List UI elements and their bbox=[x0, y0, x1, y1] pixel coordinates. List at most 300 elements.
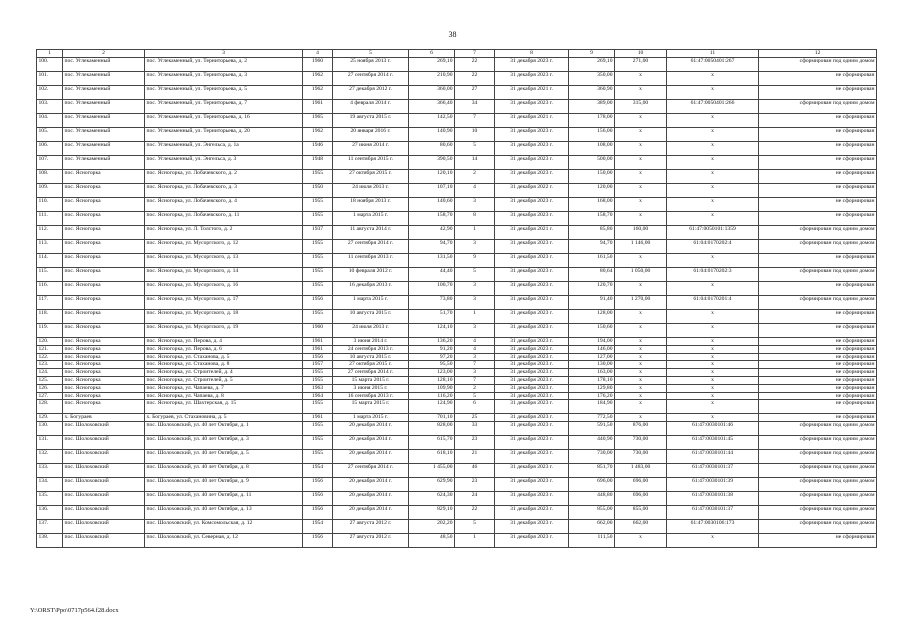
recognition-date-cell: 19 августа 2015 г. bbox=[333, 114, 409, 128]
resettlement-deadline-cell: 31 декабря 2021 г. bbox=[495, 114, 569, 128]
address-cell: пос. Углекаменный, ул. Терниторьева, д. 2 bbox=[145, 58, 303, 72]
resettlement-area-cell: 94,70 bbox=[569, 240, 615, 254]
cadastral-number-cell: x bbox=[667, 86, 759, 100]
recognition-date-cell: 11 сентября 2015 г. bbox=[333, 156, 409, 170]
resettlement-deadline-cell: 31 декабря 2023 г. bbox=[495, 450, 569, 464]
table-row bbox=[37, 128, 877, 142]
settlement-cell: пос. Шолоховский bbox=[63, 436, 145, 450]
residents-cell: 9 bbox=[455, 254, 495, 268]
recognition-date-cell: 11 сентября 2013 г. bbox=[333, 254, 409, 268]
resettlement-area-cell: 696,00 bbox=[569, 478, 615, 492]
land-area-cell: x bbox=[615, 534, 667, 548]
settlement-cell: пос. Ясногорка bbox=[63, 282, 145, 296]
year-built-cell: 1961 bbox=[303, 338, 333, 346]
resettlement-area-cell: 389,00 bbox=[569, 100, 615, 114]
resettlement-deadline-cell: 31 декабря 2023 г. bbox=[495, 353, 569, 361]
recognition-date-cell: 4 февраля 2014 г. bbox=[333, 100, 409, 114]
table-row bbox=[37, 226, 877, 240]
recognition-date-cell: 27 сентября 2014 г. bbox=[333, 72, 409, 86]
recognition-date-cell: 20 декабря 2014 г. bbox=[333, 436, 409, 450]
settlement-cell: пос. Шолоховский bbox=[63, 422, 145, 436]
header-cell: 1 bbox=[37, 50, 63, 58]
land-area-cell: x bbox=[615, 361, 667, 369]
area-cell: 73,80 bbox=[409, 296, 455, 310]
land-area-cell: x bbox=[615, 212, 667, 226]
table-row bbox=[37, 436, 877, 450]
address-cell: пос. Ясногорка, ул. Мусоргского, д. 12 bbox=[145, 240, 303, 254]
recognition-date-cell: 20 декабря 2014 г. bbox=[333, 492, 409, 506]
area-cell: 829,10 bbox=[409, 506, 455, 520]
table-row bbox=[37, 506, 877, 520]
land-area-cell: 160,00 bbox=[615, 226, 667, 240]
land-status-cell: не сформирован bbox=[759, 345, 877, 353]
resettlement-area-cell: 85,80 bbox=[569, 226, 615, 240]
header-cell: 7 bbox=[455, 50, 495, 58]
year-built-cell: 1961 bbox=[303, 414, 333, 422]
resettlement-deadline-cell: 31 декабря 2023 г. bbox=[495, 128, 569, 142]
settlement-cell: х. Богураев bbox=[63, 414, 145, 422]
cadastral-number-cell: x bbox=[667, 384, 759, 392]
recognition-date-cell: 16 сентября 2013 г. bbox=[333, 392, 409, 400]
row-number-cell: 102. bbox=[37, 86, 63, 100]
cadastral-number-cell: x bbox=[667, 128, 759, 142]
resettlement-deadline-cell: 31 декабря 2023 г. bbox=[495, 345, 569, 353]
resettlement-deadline-cell: 31 декабря 2023 г. bbox=[495, 310, 569, 324]
row-number-cell: 138. bbox=[37, 534, 63, 548]
cadastral-number-cell: x bbox=[667, 376, 759, 384]
resettlement-deadline-cell: 31 декабря 2023 г. bbox=[495, 384, 569, 392]
settlement-cell: пос. Шолоховский bbox=[63, 450, 145, 464]
address-cell: пос. Ясногорка, ул. Мусоргского, д. 19 bbox=[145, 324, 303, 338]
resettlement-area-cell: 500,00 bbox=[569, 156, 615, 170]
resettlement-area-cell: 168,00 bbox=[569, 198, 615, 212]
land-status-cell: не сформирован bbox=[759, 86, 877, 100]
residents-cell: 3 bbox=[455, 324, 495, 338]
resettlement-area-cell: 158,70 bbox=[569, 212, 615, 226]
settlement-cell: пос. Ясногорка bbox=[63, 400, 145, 414]
cadastral-number-cell: x bbox=[667, 254, 759, 268]
resettlement-deadline-cell: 31 декабря 2023 г. bbox=[495, 296, 569, 310]
recognition-date-cell: 20 декабря 2014 г. bbox=[333, 450, 409, 464]
resettlement-area-cell: 120,00 bbox=[569, 184, 615, 198]
area-cell: 124,10 bbox=[409, 324, 455, 338]
land-area-cell: x bbox=[615, 414, 667, 422]
cadastral-number-cell: x bbox=[667, 369, 759, 377]
year-built-cell: 1955 bbox=[303, 240, 333, 254]
header-cell: 10 bbox=[615, 50, 667, 58]
land-area-cell: x bbox=[615, 369, 667, 377]
land-status-cell: сформирован под одним домом bbox=[759, 268, 877, 282]
address-cell: пос. Ясногорка, ул. Строителей, д. 4 bbox=[145, 369, 303, 377]
cadastral-number-cell: x bbox=[667, 282, 759, 296]
resettlement-deadline-cell: 31 декабря 2023 г. bbox=[495, 392, 569, 400]
land-status-cell: не сформирован bbox=[759, 392, 877, 400]
row-number-cell: 119. bbox=[37, 324, 63, 338]
row-number-cell: 103. bbox=[37, 100, 63, 114]
land-area-cell: x bbox=[615, 142, 667, 156]
recognition-date-cell: 27 октября 2015 г. bbox=[333, 170, 409, 184]
cadastral-number-cell: 61:47:0030101:37 bbox=[667, 506, 759, 520]
address-cell: пос. Шолоховский, ул. 40 лет Октября, д. 8 bbox=[145, 464, 303, 478]
land-area-cell: x bbox=[615, 310, 667, 324]
table-row bbox=[37, 268, 877, 282]
address-cell: пос. Углекаменный, ул. Терниторьева, д. 16 bbox=[145, 114, 303, 128]
row-number-cell: 131. bbox=[37, 436, 63, 450]
resettlement-deadline-cell: 31 декабря 2023 г. bbox=[495, 142, 569, 156]
table-row bbox=[37, 353, 877, 361]
year-built-cell: 1955 bbox=[303, 422, 333, 436]
year-built-cell: 1961 bbox=[303, 100, 333, 114]
resettlement-area-cell: 176,20 bbox=[569, 392, 615, 400]
resettlement-deadline-cell: 31 декабря 2023 г. bbox=[495, 72, 569, 86]
row-number-cell: 110. bbox=[37, 198, 63, 212]
table-row bbox=[37, 520, 877, 534]
address-cell: пос. Углекаменный, ул. Терниторьева, д. 3 bbox=[145, 72, 303, 86]
residents-cell: 22 bbox=[455, 58, 495, 72]
land-area-cell: x bbox=[615, 392, 667, 400]
resettlement-area-cell: 350,00 bbox=[569, 72, 615, 86]
area-cell: 131,50 bbox=[409, 254, 455, 268]
address-cell: пос. Шолоховский, ул. Северная, д. 12 bbox=[145, 534, 303, 548]
table-row bbox=[37, 414, 877, 422]
resettlement-deadline-cell: 31 декабря 2023 г. bbox=[495, 422, 569, 436]
table-row bbox=[37, 310, 877, 324]
housing-register-table bbox=[36, 49, 877, 548]
residents-cell: 24 bbox=[455, 492, 495, 506]
year-built-cell: 1962 bbox=[303, 128, 333, 142]
land-area-cell: x bbox=[615, 254, 667, 268]
land-area-cell: x bbox=[615, 156, 667, 170]
row-number-cell: 133. bbox=[37, 464, 63, 478]
year-built-cell: 1950 bbox=[303, 184, 333, 198]
table-row bbox=[37, 478, 877, 492]
resettlement-deadline-cell: 31 декабря 2023 г. bbox=[495, 170, 569, 184]
land-area-cell: x bbox=[615, 400, 667, 414]
residents-cell: 5 bbox=[455, 142, 495, 156]
year-built-cell: 1955 bbox=[303, 436, 333, 450]
land-area-cell: x bbox=[615, 338, 667, 346]
address-cell: пос. Ясногорка, ул. Перова, д. 6 bbox=[145, 345, 303, 353]
row-number-cell: 130. bbox=[37, 422, 63, 436]
address-cell: пос. Ясногорка, ул. Лобачевского, д. 3 bbox=[145, 184, 303, 198]
year-built-cell: 1956 bbox=[303, 506, 333, 520]
area-cell: 629,90 bbox=[409, 478, 455, 492]
land-area-cell: x bbox=[615, 282, 667, 296]
recognition-date-cell: 24 сентября 2013 г. bbox=[333, 345, 409, 353]
address-cell: пос. Шолоховский, ул. 40 лет Октября, д. 11 bbox=[145, 492, 303, 506]
row-number-cell: 128. bbox=[37, 400, 63, 414]
area-cell: 269,10 bbox=[409, 58, 455, 72]
resettlement-area-cell: 128,00 bbox=[569, 310, 615, 324]
table-row bbox=[37, 338, 877, 346]
resettlement-deadline-cell: 31 декабря 2023 г. bbox=[495, 268, 569, 282]
land-status-cell: не сформирован bbox=[759, 170, 877, 184]
residents-cell: 5 bbox=[455, 268, 495, 282]
table-row bbox=[37, 450, 877, 464]
land-area-cell: x bbox=[615, 353, 667, 361]
cadastral-number-cell: x bbox=[667, 156, 759, 170]
table-row bbox=[37, 400, 877, 414]
year-built-cell: 1954 bbox=[303, 520, 333, 534]
residents-cell: 5 bbox=[455, 520, 495, 534]
address-cell: пос. Углекаменный, ул. Терниторьева, д. 5 bbox=[145, 86, 303, 100]
cadastral-number-cell: x bbox=[667, 414, 759, 422]
cadastral-number-cell: x bbox=[667, 324, 759, 338]
settlement-cell: пос. Ясногорка bbox=[63, 338, 145, 346]
area-cell: 94,70 bbox=[409, 240, 455, 254]
row-number-cell: 105. bbox=[37, 128, 63, 142]
area-cell: 624,30 bbox=[409, 492, 455, 506]
recognition-date-cell: 27 сентября 2014 г. bbox=[333, 240, 409, 254]
area-cell: 202,20 bbox=[409, 520, 455, 534]
settlement-cell: пос. Шолоховский bbox=[63, 506, 145, 520]
land-area-cell: 1 270,00 bbox=[615, 296, 667, 310]
resettlement-deadline-cell: 31 декабря 2023 г. bbox=[495, 240, 569, 254]
cadastral-number-cell: x bbox=[667, 198, 759, 212]
address-cell: пос. Углекаменный, ул. Терниторьева, д. 7 bbox=[145, 100, 303, 114]
land-area-cell: 730,00 bbox=[615, 450, 667, 464]
area-cell: 116,20 bbox=[409, 392, 455, 400]
area-cell: 48,50 bbox=[409, 534, 455, 548]
land-status-cell: не сформирован bbox=[759, 414, 877, 422]
land-area-cell: 1 146,00 bbox=[615, 240, 667, 254]
header-cell: 9 bbox=[569, 50, 615, 58]
address-cell: пос. Шолоховский, ул. 40 лет Октября, д. 3 bbox=[145, 436, 303, 450]
area-cell: 95,50 bbox=[409, 361, 455, 369]
land-status-cell: не сформирован bbox=[759, 534, 877, 548]
address-cell: пос. Углекаменный, ул. Энгельса, д. 1а bbox=[145, 142, 303, 156]
address-cell: пос. Ясногорка, ул. Стаханова, д. 5 bbox=[145, 353, 303, 361]
address-cell: пос. Шолоховский, ул. 40 лет Октября, д. 9 bbox=[145, 478, 303, 492]
recognition-date-cell: 1 марта 2015 г. bbox=[333, 212, 409, 226]
cadastral-number-cell: 61:47:0030101:37 bbox=[667, 464, 759, 478]
resettlement-area-cell: 440,90 bbox=[569, 436, 615, 450]
table-row bbox=[37, 345, 877, 353]
land-status-cell: не сформирован bbox=[759, 353, 877, 361]
area-cell: 210,90 bbox=[409, 72, 455, 86]
recognition-date-cell: 24 июля 2013 г. bbox=[333, 324, 409, 338]
year-built-cell: 1955 bbox=[303, 212, 333, 226]
resettlement-area-cell: 730,00 bbox=[569, 450, 615, 464]
recognition-date-cell: 27 декабря 2012 г. bbox=[333, 86, 409, 100]
year-built-cell: 1954 bbox=[303, 464, 333, 478]
address-cell: пос. Шолоховский, ул. 40 лет Октября, д. 5 bbox=[145, 450, 303, 464]
land-area-cell: x bbox=[615, 324, 667, 338]
area-cell: 615,70 bbox=[409, 436, 455, 450]
cadastral-number-cell: 61:47:0050401:266 bbox=[667, 100, 759, 114]
recognition-date-cell: 20 января 2016 г. bbox=[333, 128, 409, 142]
area-cell: 1 455,00 bbox=[409, 464, 455, 478]
row-number-cell: 135. bbox=[37, 492, 63, 506]
row-number-cell: 107. bbox=[37, 156, 63, 170]
settlement-cell: пос. Ясногорка bbox=[63, 254, 145, 268]
settlement-cell: пос. Углекаменный bbox=[63, 100, 145, 114]
row-number-cell: 126. bbox=[37, 384, 63, 392]
settlement-cell: пос. Ясногорка bbox=[63, 324, 145, 338]
resettlement-deadline-cell: 31 декабря 2023 г. bbox=[495, 156, 569, 170]
settlement-cell: пос. Ясногорка bbox=[63, 296, 145, 310]
land-area-cell: 696,00 bbox=[615, 478, 667, 492]
row-number-cell: 101. bbox=[37, 72, 63, 86]
address-cell: пос. Ясногорка, ул. Л. Толстого, д. 2 bbox=[145, 226, 303, 240]
residents-cell: 22 bbox=[455, 72, 495, 86]
year-built-cell: 1955 bbox=[303, 310, 333, 324]
table-row bbox=[37, 422, 877, 436]
year-built-cell: 1957 bbox=[303, 361, 333, 369]
residents-cell: 1 bbox=[455, 310, 495, 324]
area-cell: 366,40 bbox=[409, 100, 455, 114]
table-row bbox=[37, 392, 877, 400]
land-area-cell: 696,00 bbox=[615, 492, 667, 506]
cadastral-number-cell: x bbox=[667, 534, 759, 548]
land-status-cell: не сформирован bbox=[759, 338, 877, 346]
residents-cell: 4 bbox=[455, 338, 495, 346]
settlement-cell: пос. Ясногорка bbox=[63, 198, 145, 212]
area-cell: 51,70 bbox=[409, 310, 455, 324]
residents-cell: 1 bbox=[455, 226, 495, 240]
year-built-cell: 1956 bbox=[303, 478, 333, 492]
resettlement-deadline-cell: 31 декабря 2023 г. bbox=[495, 369, 569, 377]
address-cell: пос. Ясногорка, ул. Мусоргского, д. 13 bbox=[145, 254, 303, 268]
land-status-cell: не сформирован bbox=[759, 282, 877, 296]
resettlement-deadline-cell: 31 декабря 2023 г. bbox=[495, 254, 569, 268]
resettlement-deadline-cell: 31 декабря 2023 г. bbox=[495, 361, 569, 369]
cadastral-number-cell: x bbox=[667, 400, 759, 414]
residents-cell: 3 bbox=[455, 282, 495, 296]
address-cell: пос. Ясногорка, ул. Мусоргского, д. 17 bbox=[145, 296, 303, 310]
address-cell: пос. Ясногорка, ул. Стаханова, д. 8 bbox=[145, 361, 303, 369]
file-path: Y:\ORST\Ppo\0717p564.f28.docx bbox=[30, 607, 119, 614]
row-number-cell: 132. bbox=[37, 450, 63, 464]
resettlement-area-cell: 194,00 bbox=[569, 338, 615, 346]
year-built-cell: 1956 bbox=[303, 296, 333, 310]
table-row bbox=[37, 282, 877, 296]
address-cell: пос. Ясногорка, ул. Перова, д. 4 bbox=[145, 338, 303, 346]
land-area-cell: x bbox=[615, 184, 667, 198]
residents-cell: 10 bbox=[455, 128, 495, 142]
land-status-cell: сформирован под одним домом bbox=[759, 450, 877, 464]
resettlement-deadline-cell: 31 декабря 2021 г. bbox=[495, 226, 569, 240]
table-row bbox=[37, 376, 877, 384]
area-cell: 97,20 bbox=[409, 353, 455, 361]
settlement-cell: пос. Углекаменный bbox=[63, 128, 145, 142]
residents-cell: 34 bbox=[455, 100, 495, 114]
cadastral-number-cell: x bbox=[667, 72, 759, 86]
row-number-cell: 114. bbox=[37, 254, 63, 268]
row-number-cell: 136. bbox=[37, 506, 63, 520]
land-area-cell: x bbox=[615, 345, 667, 353]
resettlement-area-cell: 591,50 bbox=[569, 422, 615, 436]
resettlement-deadline-cell: 31 декабря 2023 г. bbox=[495, 58, 569, 72]
area-cell: 136,20 bbox=[409, 338, 455, 346]
resettlement-deadline-cell: 31 декабря 2023 г. bbox=[495, 212, 569, 226]
recognition-date-cell: 10 февраля 2012 г. bbox=[333, 268, 409, 282]
table-row bbox=[37, 86, 877, 100]
land-status-cell: сформирован под одним домом bbox=[759, 436, 877, 450]
residents-cell: 23 bbox=[455, 436, 495, 450]
cadastral-number-cell: x bbox=[667, 142, 759, 156]
settlement-cell: пос. Углекаменный bbox=[63, 114, 145, 128]
residents-cell: 7 bbox=[455, 361, 495, 369]
residents-cell: 3 bbox=[455, 198, 495, 212]
table-row bbox=[37, 384, 877, 392]
resettlement-deadline-cell: 31 декабря 2023 г. bbox=[495, 400, 569, 414]
land-status-cell: не сформирован bbox=[759, 254, 877, 268]
address-cell: пос. Ясногорка, ул. Шахтерская, д. 15 bbox=[145, 400, 303, 414]
residents-cell: 2 bbox=[455, 170, 495, 184]
table-row bbox=[37, 198, 877, 212]
row-number-cell: 108. bbox=[37, 170, 63, 184]
resettlement-area-cell: 146,00 bbox=[569, 345, 615, 353]
residents-cell: 14 bbox=[455, 156, 495, 170]
settlement-cell: пос. Углекаменный bbox=[63, 156, 145, 170]
table-row bbox=[37, 100, 877, 114]
row-number-cell: 117. bbox=[37, 296, 63, 310]
settlement-cell: пос. Ясногорка bbox=[63, 392, 145, 400]
cadastral-number-cell: 61:04:0170201:4 bbox=[667, 296, 759, 310]
area-cell: 91,20 bbox=[409, 345, 455, 353]
resettlement-area-cell: 448,80 bbox=[569, 492, 615, 506]
year-built-cell: 1960 bbox=[303, 58, 333, 72]
resettlement-area-cell: 163,00 bbox=[569, 369, 615, 377]
area-cell: 158,70 bbox=[409, 212, 455, 226]
row-number-cell: 127. bbox=[37, 392, 63, 400]
land-area-cell: x bbox=[615, 170, 667, 184]
residents-cell: 4 bbox=[455, 184, 495, 198]
area-cell: 109,90 bbox=[409, 384, 455, 392]
cadastral-number-cell: 61:47:0030106:173 bbox=[667, 520, 759, 534]
recognition-date-cell: 27 августа 2012 г. bbox=[333, 520, 409, 534]
year-built-cell: 1956 bbox=[303, 534, 333, 548]
resettlement-area-cell: 156,00 bbox=[569, 128, 615, 142]
table-row bbox=[37, 114, 877, 128]
resettlement-deadline-cell: 31 декабря 2023 г. bbox=[495, 492, 569, 506]
address-cell: пос. Шолоховский, ул. 40 лет Октября, д. 1 bbox=[145, 422, 303, 436]
settlement-cell: пос. Шолоховский bbox=[63, 534, 145, 548]
header-cell: 2 bbox=[63, 50, 145, 58]
cadastral-number-cell: x bbox=[667, 212, 759, 226]
residents-cell: 3 bbox=[455, 240, 495, 254]
row-number-cell: 120. bbox=[37, 338, 63, 346]
header-cell: 5 bbox=[333, 50, 409, 58]
table-row bbox=[37, 534, 877, 548]
year-built-cell: 1948 bbox=[303, 156, 333, 170]
table-row bbox=[37, 369, 877, 377]
recognition-date-cell: 27 октября 2015 г. bbox=[333, 361, 409, 369]
year-built-cell: 1955 bbox=[303, 170, 333, 184]
row-number-cell: 121. bbox=[37, 345, 63, 353]
address-cell: пос. Ясногорка, ул. Строителей, д. 5 bbox=[145, 376, 303, 384]
land-status-cell: не сформирован bbox=[759, 324, 877, 338]
settlement-cell: пос. Углекаменный bbox=[63, 72, 145, 86]
land-area-cell: x bbox=[615, 114, 667, 128]
year-built-cell: 1955 bbox=[303, 450, 333, 464]
land-area-cell: 730,00 bbox=[615, 436, 667, 450]
year-built-cell: 1955 bbox=[303, 376, 333, 384]
land-status-cell: не сформирован bbox=[759, 384, 877, 392]
table-row bbox=[37, 240, 877, 254]
settlement-cell: пос. Углекаменный bbox=[63, 142, 145, 156]
resettlement-area-cell: 161,50 bbox=[569, 254, 615, 268]
resettlement-area-cell: 269,10 bbox=[569, 58, 615, 72]
resettlement-area-cell: 150,60 bbox=[569, 324, 615, 338]
recognition-date-cell: 27 июня 2014 г. bbox=[333, 142, 409, 156]
residents-cell: 7 bbox=[455, 114, 495, 128]
area-cell: 390,50 bbox=[409, 156, 455, 170]
residents-cell: 3 bbox=[455, 296, 495, 310]
row-number-cell: 137. bbox=[37, 520, 63, 534]
land-area-cell: x bbox=[615, 86, 667, 100]
